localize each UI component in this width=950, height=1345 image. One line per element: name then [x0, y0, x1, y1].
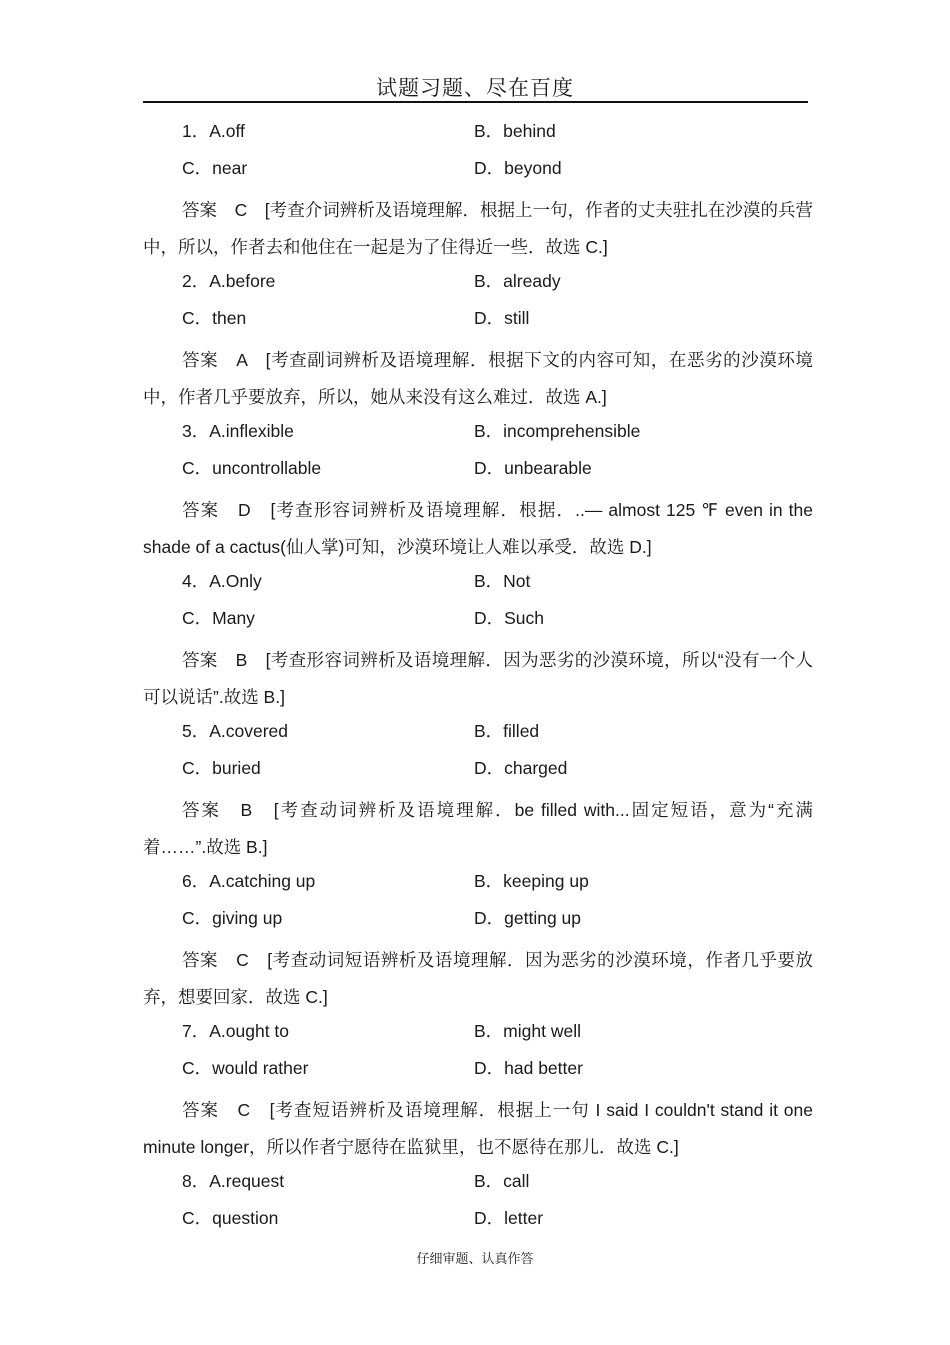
- option-c: C．buried: [182, 758, 261, 778]
- answer-explanation: 答案 B [考查形容词辨析及语境理解．因为恶劣的沙漠环境，所以“没有一个人可以说话”.故选 B.]: [143, 650, 813, 707]
- options-row-cd: [143, 1205, 813, 1242]
- page-footer-note: 仔细审题、认真作答: [416, 1252, 534, 1267]
- options-row-ab: [143, 118, 813, 155]
- option-b: B．keeping up: [474, 871, 589, 891]
- options-row-ab: [143, 1168, 813, 1205]
- options-row-ab: [143, 568, 813, 605]
- options-row-cd: [143, 755, 813, 792]
- question-block: [143, 1018, 813, 1168]
- option-a: 3．A.inflexible: [182, 421, 294, 441]
- answer-explanation: 答案 C [考查动词短语辨析及语境理解．因为恶劣的沙漠环境，作者几乎要放弃，想要回家．故选 C.]: [143, 950, 813, 1007]
- answer-explanation: 答案 A [考查副词辨析及语境理解．根据下文的内容可知，在恶劣的沙漠环境中，作者几乎要放弃，所以，她从来没有这么难过．故选 A.]: [143, 350, 813, 407]
- option-c: C．question: [182, 1208, 279, 1228]
- option-a: 8．A.request: [182, 1171, 285, 1191]
- options-row-ab: [143, 268, 813, 305]
- header-divider: [143, 101, 808, 103]
- options-row-cd: [143, 605, 813, 642]
- option-d: D．getting up: [474, 908, 582, 928]
- question-list: [143, 118, 813, 1242]
- answer-explanation: 答案 D [考查形容词辨析及语境理解．根据．..— almost 125 ℉ even in the shade of a cactus(仙人掌)可知，沙漠环境让人难以承受．故选 D.]: [143, 500, 813, 557]
- option-d: D．unbearable: [474, 458, 592, 478]
- page-header-title: 试题习题、尽在百度: [376, 76, 574, 100]
- question-block: [143, 868, 813, 1018]
- question-block: [143, 718, 813, 868]
- question-block: [143, 1168, 813, 1242]
- option-c: C．uncontrollable: [182, 458, 322, 478]
- option-d: D．had better: [474, 1058, 583, 1078]
- question-block: [143, 118, 813, 268]
- options-row-cd: [143, 155, 813, 192]
- option-b: B．incomprehensible: [474, 421, 641, 441]
- option-c: C．Many: [182, 608, 255, 628]
- option-b: B．call: [474, 1171, 530, 1191]
- answer-explanation: 答案 C [考查短语辨析及语境理解．根据上一句 I said I couldn't stand it one minute longer，所以作者宁愿待在监狱里，也不愿待在那儿．故选 C.]: [143, 1100, 813, 1157]
- option-a: 6．A.catching up: [182, 871, 316, 891]
- question-block: [143, 568, 813, 718]
- answer-explanation: 答案 C [考查介词辨析及语境理解．根据上一句，作者的丈夫驻扎在沙漠的兵营中，所以，作者去和他住在一起是为了住得近一些．故选 C.]: [143, 200, 813, 257]
- options-row-cd: [143, 455, 813, 492]
- options-row-ab: [143, 418, 813, 455]
- option-a: 2．A.before: [182, 271, 276, 291]
- option-d: D．charged: [474, 758, 568, 778]
- option-b: B．filled: [474, 721, 540, 741]
- option-d: D．letter: [474, 1208, 544, 1228]
- answer-explanation: 答案 B [考查动词辨析及语境理解．be filled with...固定短语，意为“充满着……”.故选 B.]: [143, 800, 813, 857]
- option-c: C．giving up: [182, 908, 283, 928]
- option-c: C．then: [182, 308, 247, 328]
- option-d: D．Such: [474, 608, 545, 628]
- question-block: [143, 268, 813, 418]
- question-block: [143, 418, 813, 568]
- options-row-cd: [143, 305, 813, 342]
- options-row-cd: [143, 905, 813, 942]
- option-b: B．might well: [474, 1021, 581, 1041]
- option-d: D．still: [474, 308, 530, 328]
- options-row-cd: [143, 1055, 813, 1092]
- option-a: 7．A.ought to: [182, 1021, 290, 1041]
- options-row-ab: [143, 718, 813, 755]
- options-row-ab: [143, 1018, 813, 1055]
- option-a: 1．A.off: [182, 121, 245, 141]
- option-a: 4．A.Only: [182, 571, 262, 591]
- option-a: 5．A.covered: [182, 721, 289, 741]
- option-c: C．would rather: [182, 1058, 309, 1078]
- options-row-ab: [143, 868, 813, 905]
- option-b: B．behind: [474, 121, 556, 141]
- option-c: C．near: [182, 158, 248, 178]
- option-b: B．Not: [474, 571, 531, 591]
- option-b: B．already: [474, 271, 561, 291]
- option-d: D．beyond: [474, 158, 562, 178]
